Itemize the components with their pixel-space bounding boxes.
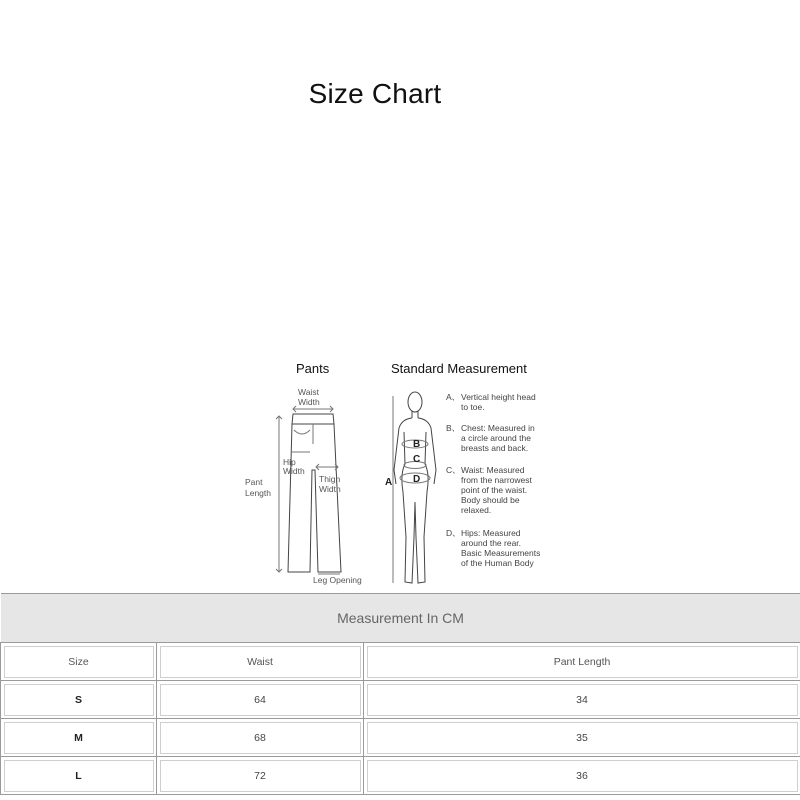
table-row xyxy=(1,757,800,795)
size-table xyxy=(0,593,800,795)
thigh-width-label-2: Width xyxy=(319,484,341,494)
measurement-diagram xyxy=(236,352,566,592)
cell-waist: 64 xyxy=(157,681,364,719)
thigh-width-label-1: Thigh xyxy=(319,474,341,484)
step-d-line-1: Hips: Measured xyxy=(461,528,521,538)
step-c-line-1: Waist: Measured xyxy=(461,465,525,475)
cell-size: S xyxy=(1,681,157,719)
pant-length-label-1: Pant xyxy=(245,477,263,487)
step-d-key: D、 xyxy=(446,528,461,538)
cell-waist: 68 xyxy=(157,719,364,757)
waist-width-label-1: Waist xyxy=(298,387,319,397)
table-row xyxy=(1,681,800,719)
step-a-line-2: to toe. xyxy=(461,402,485,412)
page-title: Size Chart xyxy=(308,78,442,109)
table-caption: Measurement In CM xyxy=(1,594,800,643)
thigh-width-arrow xyxy=(316,464,338,470)
cell-size: M xyxy=(1,719,157,757)
step-c-line-5: relaxed. xyxy=(461,505,492,515)
body-letter-a: A xyxy=(385,477,393,488)
body-letter-b: B xyxy=(413,439,421,450)
step-c-line-3: point of the waist. xyxy=(461,485,528,495)
pant-length-label-2: Length xyxy=(245,488,271,498)
waist-width-label-2: Width xyxy=(298,397,320,407)
step-b-line-2: a circle around the xyxy=(461,433,531,443)
header-size: Size xyxy=(1,643,157,681)
cell-size: L xyxy=(1,757,157,795)
measurement-diagram-svg xyxy=(236,352,566,592)
step-c-key: C、 xyxy=(446,465,461,475)
header-waist: Waist xyxy=(157,643,364,681)
header-pant-length: Pant Length xyxy=(364,643,800,681)
step-d-line-2: around the rear. xyxy=(461,538,522,548)
body-letter-c: C xyxy=(413,454,421,465)
cell-pant-length: 36 xyxy=(364,757,800,795)
step-d-line-4: of the Human Body xyxy=(461,558,534,568)
table-caption-row xyxy=(1,594,800,643)
step-a xyxy=(446,392,536,412)
pant-length-arrow xyxy=(276,416,282,572)
step-a-line-1: Vertical height head xyxy=(461,392,536,402)
body-letter-d: D xyxy=(413,474,421,485)
hip-width-label-1: Hip xyxy=(283,457,296,467)
cell-pant-length: 35 xyxy=(364,719,800,757)
leg-opening-label: Leg Opening xyxy=(313,575,362,585)
step-d xyxy=(446,528,540,568)
table-header-row xyxy=(1,643,800,681)
step-c-line-2: from the narrowest xyxy=(461,475,532,485)
step-b-key: B、 xyxy=(446,423,461,433)
hip-width-label-2: Width xyxy=(283,466,305,476)
cell-waist: 72 xyxy=(157,757,364,795)
body-figure-icon xyxy=(394,392,436,583)
standard-measurement-heading: Standard Measurement xyxy=(391,361,527,376)
step-b-line-3: breasts and back. xyxy=(461,443,529,453)
cell-pant-length: 34 xyxy=(364,681,800,719)
step-b xyxy=(446,423,535,453)
step-a-key: A、 xyxy=(446,392,461,402)
table-row xyxy=(1,719,800,757)
step-b-line-1: Chest: Measured in xyxy=(461,423,535,433)
step-d-line-3: Basic Measurements xyxy=(461,548,541,558)
pants-heading: Pants xyxy=(296,361,330,376)
step-c xyxy=(446,465,532,515)
step-c-line-4: Body should be xyxy=(461,495,520,505)
